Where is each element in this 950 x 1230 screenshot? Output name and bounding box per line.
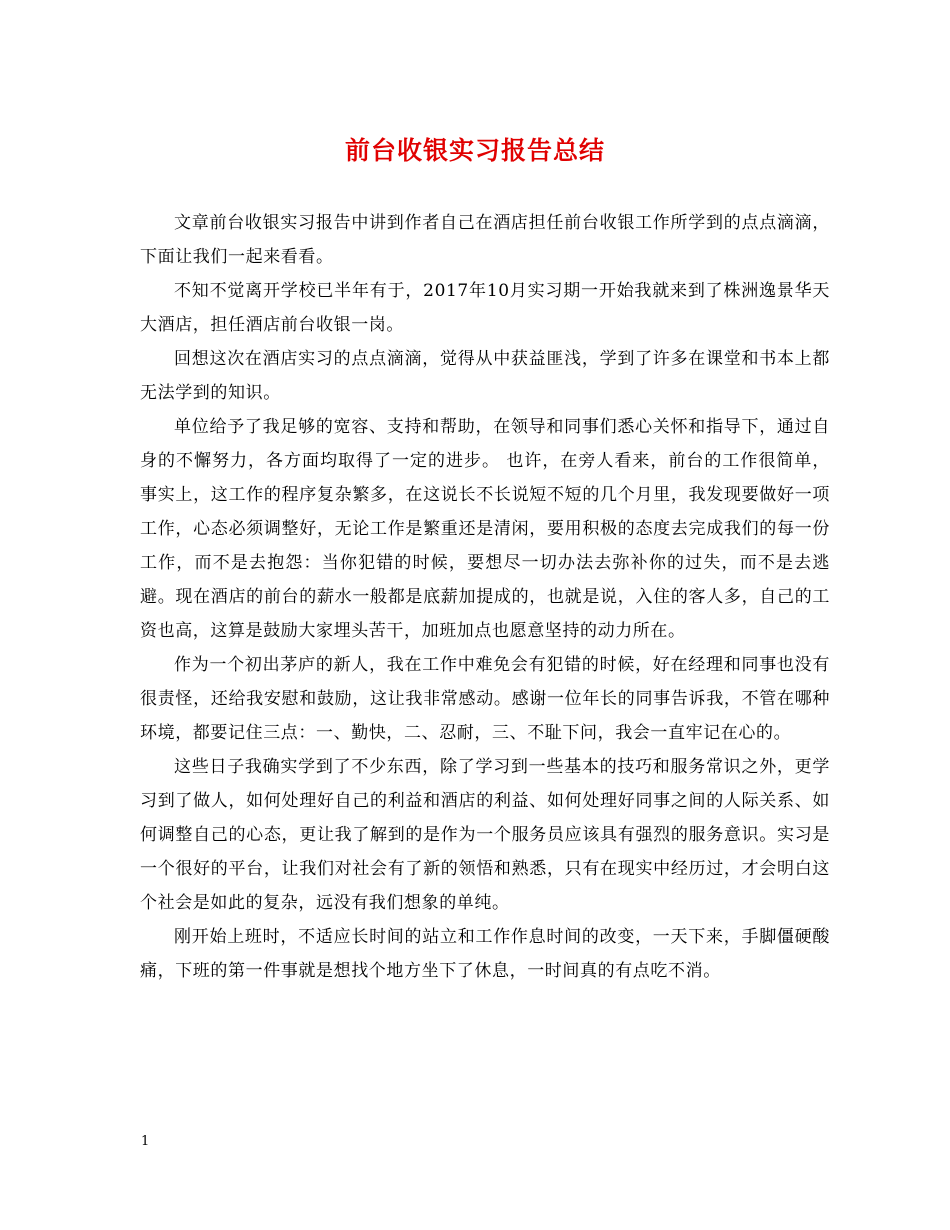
paragraph-support-and-work: 单位给予了我足够的宽容、支持和帮助，在领导和同事们悉心关怀和指导下，通过自身的不懈努力，各方面均取得了一定的进步。 也许，在旁人看来，前台的工作很简单，事实上，这工作的程序复杂繁多，在这说长不长说短不短的几个月里，我发现要做好一项工作，心态必须调整好，无论工作是繁重还是清闲，要用积极的态度去完成我们的每一份工作，而不是去抱怨：当你犯错的时候，要想尽一切办法去弥补你的过失，而不是去逃避。现在酒店的前台的薪水一般都是底薪加提成的，也就是说，入住的客人多，自己的工资也高，这算是鼓励大家埋头苦干，加班加点也愿意坚持的动力所在。: [140, 417, 830, 641]
document-body: [140, 206, 830, 988]
paragraph-lessons: 这些日子我确实学到了不少东西，除了学习到一些基本的技巧和服务常识之外，更学习到了做人，如何处理好自己的利益和酒店的利益、如何处理好同事之间的人际关系、如何调整自己的心态，更让我了解到的是作为一个服务员应该具有强烈的服务意识。实习是一个很好的平台，让我们对社会有了新的领悟和熟悉，只有在现实中经历过，才会明白这个社会是如此的复杂，远没有我们想象的单纯。: [140, 757, 830, 913]
page-number: 1: [141, 1134, 150, 1149]
paragraph-start-internship: 不知不觉离开学校已半年有于，2017年10月实习期一开始我就来到了株洲逸景华天大酒店，担任酒店前台收银一岗。: [140, 281, 830, 335]
document-title: 前台收银实习报告总结: [344, 136, 605, 165]
paragraph-newcomer: 作为一个初出茅庐的新人，我在工作中难免会有犯错的时候，好在经理和同事也没有很责怪，还给我安慰和鼓励，这让我非常感动。感谢一位年长的同事告诉我，不管在哪种环境，都要记住三点：一、勤快，二、忍耐，三、不耻下问，我会一直牢记在心的。: [140, 655, 830, 743]
paragraph-reflection: 回想这次在酒店实习的点点滴滴，觉得从中获益匪浅，学到了许多在课堂和书本上都无法学到的知识。: [140, 349, 830, 403]
paragraph-adjustment: 刚开始上班时，不适应长时间的站立和工作作息时间的改变，一天下来，手脚僵硬酸痛，下班的第一件事就是想找个地方坐下了休息，一时间真的有点吃不消。: [140, 927, 830, 981]
paragraph-intro: 文章前台收银实习报告中讲到作者自己在酒店担任前台收银工作所学到的点点滴滴，下面让我们一起来看看。: [140, 213, 830, 267]
